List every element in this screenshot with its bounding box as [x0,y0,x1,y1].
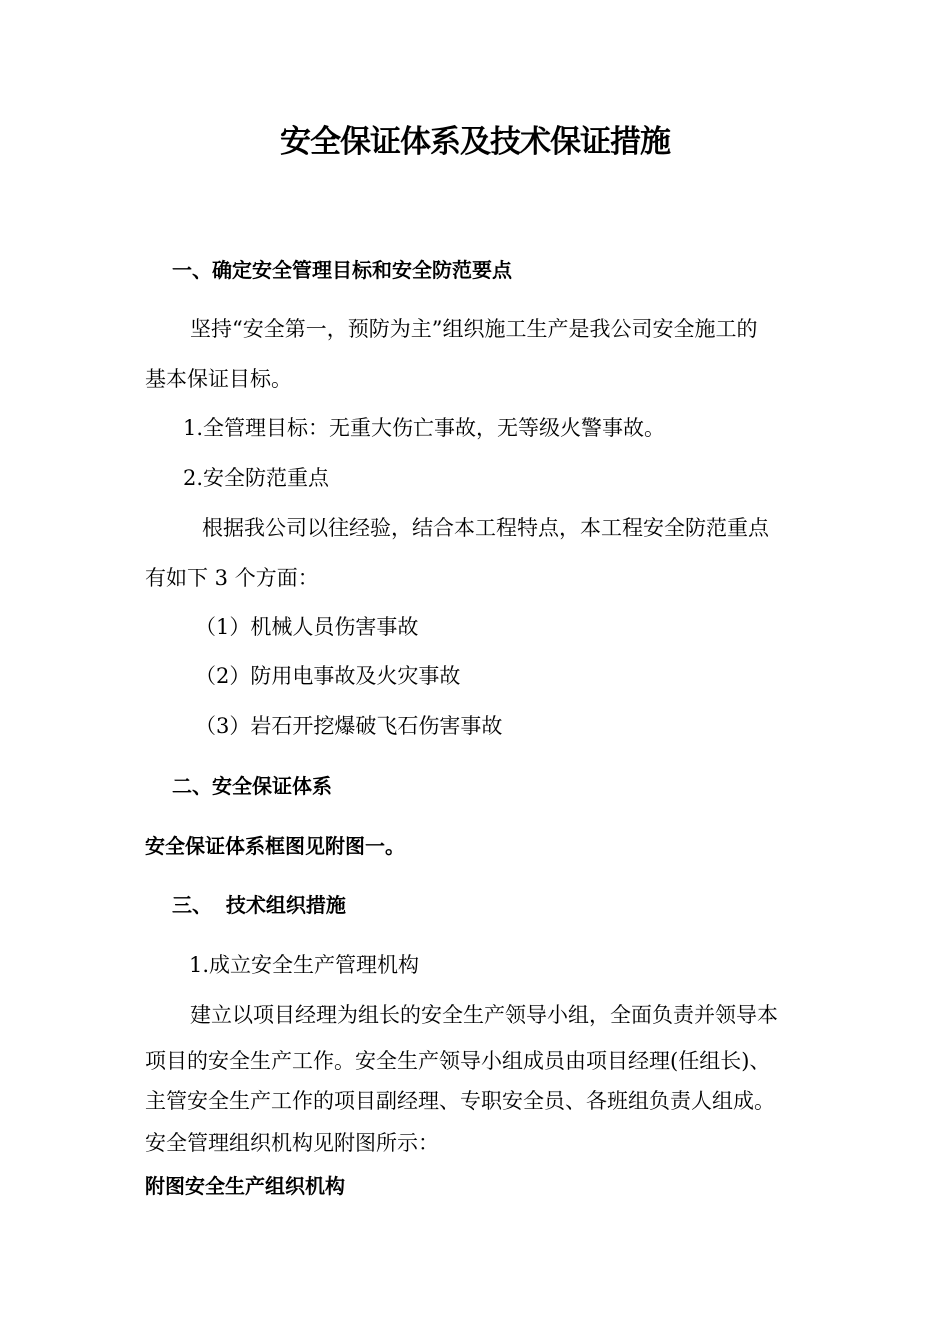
section1-heading: 一、确定安全管理目标和安全防范要点 [172,258,512,282]
section1-intro-line2: 基本保证目标。 [145,367,292,391]
figure-caption: 附图安全生产组织机构 [145,1174,345,1198]
document-title: 安全保证体系及技术保证措施 [280,124,670,160]
section2-note: 安全保证体系框图见附图一。 [145,834,405,858]
section1-basis-line1: 根据我公司以往经验，结合本工程特点，本工程安全防范重点 [202,516,769,540]
section3-para-line2: 项目的安全生产工作。安全生产领导小组成员由项目经理(任组长)、 [145,1049,771,1073]
section1-point-3: （3）岩石开挖爆破飞石伤害事故 [195,714,503,738]
section3-heading: 三、 技术组织措施 [172,893,346,917]
section3-para-line4: 安全管理组织机构见附图所示： [145,1131,439,1155]
section1-point-1: （1）机械人员伤害事故 [195,615,419,639]
section3-item1: 1.成立安全生产管理机构 [189,953,420,977]
section3-para-line3: 主管安全生产工作的项目副经理、专职安全员、各班组负责人组成。 [145,1089,775,1113]
section3-para-line1: 建立以项目经理为组长的安全生产领导小组，全面负责并领导本 [190,1003,778,1027]
section1-item1: 1.全管理目标：无重大伤亡事故，无等级火警事故。 [183,416,666,440]
section2-heading: 二、安全保证体系 [172,774,332,798]
section1-point-2: （2）防用电事故及火灾事故 [195,664,461,688]
section1-basis-line2: 有如下 3 个方面： [145,566,319,590]
section1-item2: 2.安全防范重点 [183,466,330,490]
section1-intro-line1: 坚持“安全第一，预防为主”组织施工生产是我公司安全施工的 [190,317,758,341]
